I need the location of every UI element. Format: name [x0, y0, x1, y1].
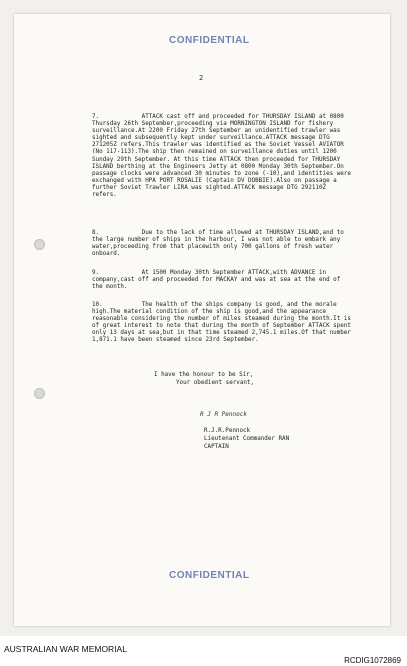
punch-hole [34, 239, 45, 250]
paragraph-number: 8. [92, 230, 100, 236]
paragraph-number: 7. [92, 114, 100, 120]
closing-line-2: Your obedient servant, [176, 380, 255, 386]
signature-name: R.J.R.Pennock [204, 428, 251, 434]
paragraph-9 [92, 270, 354, 291]
paragraph-7 [92, 114, 354, 199]
punch-hole [34, 388, 45, 399]
confidential-stamp-bottom: CONFIDENTIAL [169, 570, 250, 581]
page-number: 2 [199, 74, 204, 82]
handwritten-signature: R J R Pennock [200, 411, 247, 418]
paragraph-body: Due to the lack of time allowed at THURSDAY ISLAND,and to the large number of ships in the harbour, I was not able to embark any water,proceeding from that placewith only 700 gallons of fresh water onboard. [92, 230, 348, 258]
footer-institution: AUSTRALIAN WAR MEMORIAL [4, 644, 127, 654]
paragraph-body: At 1500 Monday 30th September ATTACK,with ADVANCE in company,cast off and proceeded for MACKAY and was at sea at the end of the month. [92, 270, 344, 291]
paragraph-body: The health of the ships company is good, and the morale high.The material condition of the ship is good,and the appearance reasonable considering the number of miles steamed during the month.It is of great interest to note that during the month of September ATTACK spent only 13 days at sea,but in that time steamed 2,745.1 miles.Of that number 1,871.1 have been steamed since 23rd September. [92, 302, 355, 344]
paragraph-10 [92, 302, 354, 345]
paragraph-body: ATTACK cast off and proceeded for THURSDAY ISLAND at 0800 Thursday 26th September,proceeding via MORNINGTON ISLAND for fishery surveillance.At 2200 Friday 27th September an unidentified trawler was sighted and subsequently kept under surveillance.ATTACK message DTG 271205Z refers.This trawler was identified as the Soviet Vessel AVIATOR (No 117-113).The ship then remained on surveillance duties until 1200 Sunday 29th September. At this time ATTACK then proceeded for THURSDAY ISLAND berthing at the Engineers Jetty at 0800 Monday 30th September.On passage clocks were advanced 30 minutes to zone (-10),and identities were exchanged with HPA PORT ROSALIE (Captain DV DOBBIE).Also on passage a further Soviet Trawler LIRA was sighted.ATTACK message DTG 292110Z refers. [92, 114, 355, 199]
paragraph-number: 9. [92, 270, 100, 276]
footer-record-id: RCDIG1072869 [344, 656, 401, 665]
signature-rank: Lieutenant Commander RAN [204, 436, 290, 442]
paragraph-8 [92, 230, 354, 258]
document-page [14, 14, 390, 626]
closing-line-1: I have the honour to be Sir, [154, 372, 254, 378]
signature-title: CAPTAIN [204, 444, 229, 450]
confidential-stamp-top: CONFIDENTIAL [169, 35, 250, 46]
archive-footer [0, 636, 407, 666]
paragraph-number: 10. [92, 302, 103, 308]
